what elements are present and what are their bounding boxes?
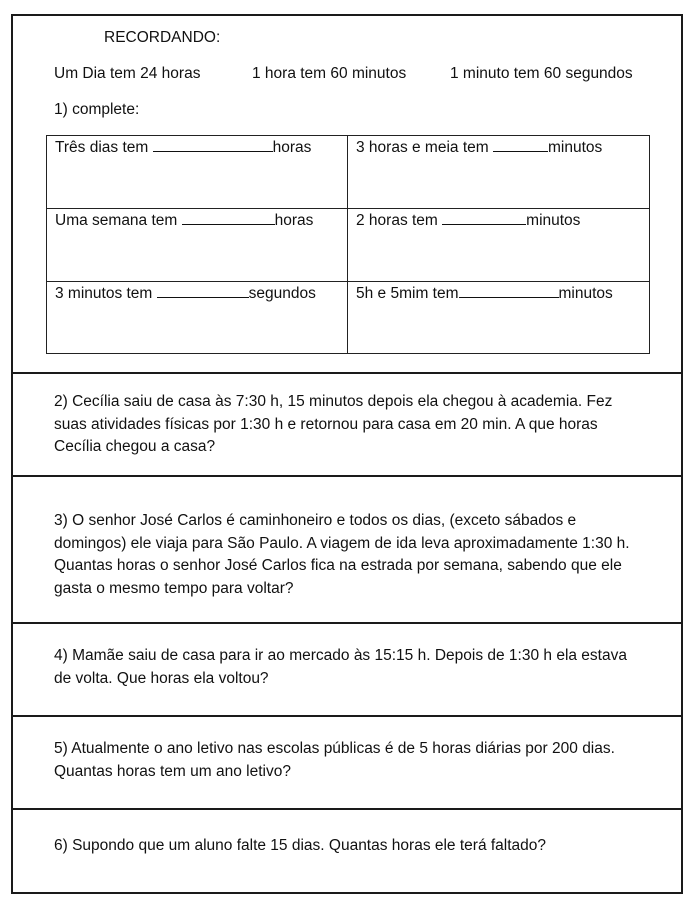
cell-text-before: Uma semana tem	[55, 212, 182, 229]
question-2-text: 2) Cecília saiu de casa às 7:30 h, 15 minutos depois ela chegou à academia. Fez suas atividades físicas por 1:30 h e retornou para casa em 20 min. A que horas Cecília chegou a casa?	[54, 393, 613, 455]
fill-in-table	[46, 135, 650, 354]
fill-in-cell	[348, 136, 649, 209]
fill-in-cell	[348, 209, 649, 282]
question-6-section	[13, 808, 681, 894]
answer-blank[interactable]	[157, 284, 249, 298]
cell-text-after: minutos	[547, 139, 603, 156]
fact-minute-seconds: 1 minuto tem 60 segundos	[450, 65, 633, 82]
fill-in-cell	[47, 136, 348, 209]
question-5-section	[13, 715, 681, 808]
cell-text-after: horas	[272, 139, 312, 156]
question-5-text: 5) Atualmente o ano letivo nas escolas públicas é de 5 horas diárias por 200 dias. Quantas horas tem um ano letivo?	[54, 740, 615, 780]
answer-blank[interactable]	[442, 211, 526, 225]
question-3-section	[13, 475, 681, 622]
cell-text-before: 3 minutos tem	[55, 285, 157, 302]
recap-section	[13, 16, 681, 372]
cell-text-before: 2 horas tem	[356, 212, 443, 229]
question-4-section	[13, 622, 681, 715]
cell-text-after: horas	[274, 212, 314, 229]
cell-text-after: minutos	[558, 285, 613, 302]
exercise-1-instruction: 1) complete:	[54, 101, 140, 118]
question-2-section	[13, 372, 681, 475]
fact-hour-minutes: 1 hora tem 60 minutos	[252, 65, 407, 82]
question-4-text: 4) Mamãe saiu de casa para ir ao mercado às 15:15 h. Depois de 1:30 h ela estava de volta. Que horas ela voltou?	[54, 647, 627, 687]
fill-in-cell	[47, 282, 348, 353]
answer-blank[interactable]	[493, 138, 548, 152]
answer-blank[interactable]	[182, 211, 275, 225]
cell-text-after: segundos	[248, 285, 316, 302]
answer-blank[interactable]	[459, 284, 559, 298]
answer-blank[interactable]	[153, 138, 273, 152]
worksheet	[11, 14, 683, 894]
question-3-text: 3) O senhor José Carlos é caminhoneiro e todos os dias, (exceto sábados e domingos) ele viaja para São Paulo. A viagem de ida leva aproximadamente 1:30 h. Quantas horas o senhor José Carlos fica na estrada por semana, sabendo que ele gasta o mesmo tempo para voltar?	[54, 512, 630, 597]
fill-in-cell	[47, 209, 348, 282]
cell-text-before: 5h e 5mim tem	[356, 285, 459, 302]
recap-heading: RECORDANDO:	[104, 29, 221, 46]
fill-in-cell	[348, 282, 649, 353]
question-6-text: 6) Supondo que um aluno falte 15 dias. Quantas horas ele terá faltado?	[54, 837, 547, 854]
cell-text-after: minutos	[526, 212, 581, 229]
fact-day-hours: Um Dia tem 24 horas	[54, 65, 201, 82]
cell-text-before: 3 horas e meia tem	[356, 139, 493, 156]
cell-text-before: Três dias tem	[55, 139, 153, 156]
